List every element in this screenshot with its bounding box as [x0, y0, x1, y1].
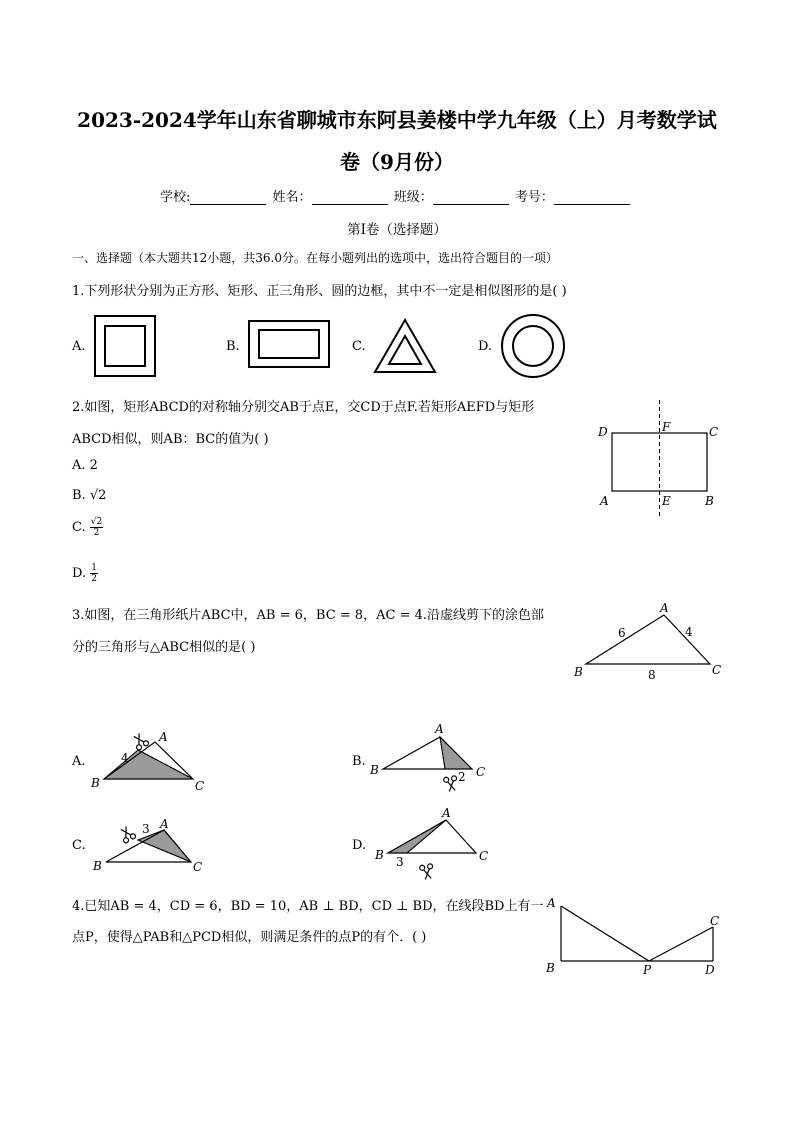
q2-option-c-numerator: √2: [90, 517, 103, 527]
q2-option-c-denominator: 2: [93, 528, 100, 538]
scissors-icon: [118, 825, 137, 844]
q3b-label-b: B: [370, 763, 379, 777]
name-label: 姓名：: [272, 190, 312, 205]
q3-stem-line1: 3.如图，在三角形纸片ABC中，AB = 6，BC = 8，AC = 4.沿虚线剪下的涂色部: [72, 608, 544, 623]
q3-option-a-figure: [90, 730, 204, 793]
q1-option-c-label: C.: [352, 339, 366, 354]
q3-label-b: B: [574, 665, 583, 679]
q2-option-b: [72, 488, 106, 503]
q1-stem: 1.下列形状分别为正方形、矩形、正三角形、圆的边框，其中不一定是相似图形的是( ): [72, 284, 567, 299]
q3-option-a-label: A.: [72, 754, 86, 769]
q1-option-b-label: B.: [226, 339, 240, 354]
q4-label-p: P: [643, 963, 652, 977]
q4-stem-line2: 点P，使得△PAB和△PCD相似，则满足条件的点P的有个．( ): [72, 930, 427, 945]
q2-option-d-numerator: 1: [91, 563, 97, 573]
scissors-icon: [443, 775, 458, 792]
q3-option-b-figure: [369, 722, 485, 792]
q3-side-bc: 8: [648, 668, 656, 682]
q1-rectangle-frame: [249, 321, 329, 367]
q3-label-c: C: [712, 663, 722, 677]
q3a-label-b: B: [91, 776, 100, 790]
q1-option-d-label: D.: [478, 339, 493, 354]
q3c-label-c: C: [193, 860, 203, 874]
q4-stem-line1: 4.已知AB = 4，CD = 6，BD = 10，AB ⊥ BD，CD ⊥ BD，在线段BD上有一: [72, 899, 544, 914]
q4-label-b: B: [546, 961, 555, 975]
q3-side-ac: 4: [685, 625, 693, 639]
school-label: 学校:: [160, 190, 191, 205]
q2-option-b-value: √2: [89, 488, 107, 503]
page-title-line2: 卷（9月份）: [340, 150, 454, 174]
q3a-num: 4: [121, 751, 129, 765]
q2-option-d-label: D.: [72, 566, 87, 581]
q2-stem-line2: ABCD相似，则AB：BC的值为( ): [72, 432, 269, 447]
q3d-label-b: B: [375, 848, 384, 862]
q3a-label-a: A: [159, 730, 168, 744]
q3-option-d-label: D.: [352, 838, 367, 853]
q3c-label-a: A: [160, 817, 169, 831]
page-title-line1: 2023-2024学年山东省聊城市东阿县姜楼中学九年级（上）月考数学试: [77, 108, 717, 132]
section-title: 第Ⅰ卷（选择题）: [347, 222, 447, 238]
q2-option-b-label: B.: [72, 488, 86, 503]
class-label: 班级：: [393, 190, 433, 205]
q3b-label-c: C: [476, 765, 486, 779]
q2-label-f: F: [662, 420, 671, 434]
q4-label-a: A: [547, 896, 556, 910]
q3-option-d-figure: [374, 806, 488, 880]
q2-rectangle-figure: [597, 400, 718, 517]
q3d-num: 3: [396, 855, 404, 869]
q2-stem-line1: 2.如图，矩形ABCD的对称轴分别交AB于点E，交CD于点F.若矩形AEFD与矩形: [72, 400, 535, 415]
q2-label-c: C: [709, 425, 719, 439]
scissors-icon: [419, 863, 434, 880]
q3-side-ab: 6: [618, 626, 626, 640]
q3d-label-c: C: [479, 849, 489, 863]
q3-label-a: A: [660, 601, 669, 615]
q2-option-c-label: C.: [72, 520, 86, 535]
q3a-label-c: C: [195, 779, 205, 793]
q3d-label-a: A: [442, 806, 451, 820]
q4-figure: [561, 906, 713, 961]
q2-label-b: B: [705, 494, 714, 508]
q3-option-c-figure: [92, 817, 202, 874]
part1-header: 一、选择题（本大题共12小题，共36.0分。在每小题列出的选项中，选出符合题目的一项）: [72, 251, 558, 265]
q1-triangle-frame: [375, 320, 435, 372]
q3-stem-line2: 分的三角形与△ABC相似的是( ): [72, 640, 256, 655]
q1-circle-ring: [502, 315, 564, 377]
q4-label-c: C: [710, 914, 720, 928]
q2-option-d-denominator: 2: [91, 574, 97, 584]
q2-label-e: E: [662, 494, 671, 508]
q4-label-d: D: [705, 963, 715, 977]
q3-option-c-label: C.: [72, 838, 86, 853]
q2-option-d: [72, 563, 98, 584]
q2-option-a: A. 2: [72, 458, 98, 473]
q3c-label-b: B: [93, 859, 102, 873]
q3-main-triangle: [573, 601, 721, 682]
q3-option-b-label: B.: [352, 754, 366, 769]
q3b-num: 2: [458, 770, 466, 784]
q3c-num: 3: [142, 822, 150, 836]
q2-label-a: A: [600, 494, 609, 508]
q1-option-a-label: A.: [72, 339, 86, 354]
q2-option-c: [72, 517, 103, 538]
q1-square-frame: [95, 316, 155, 376]
q2-label-d: D: [598, 425, 608, 439]
q3b-label-a: A: [435, 722, 444, 736]
number-label: 考号：: [514, 190, 554, 205]
